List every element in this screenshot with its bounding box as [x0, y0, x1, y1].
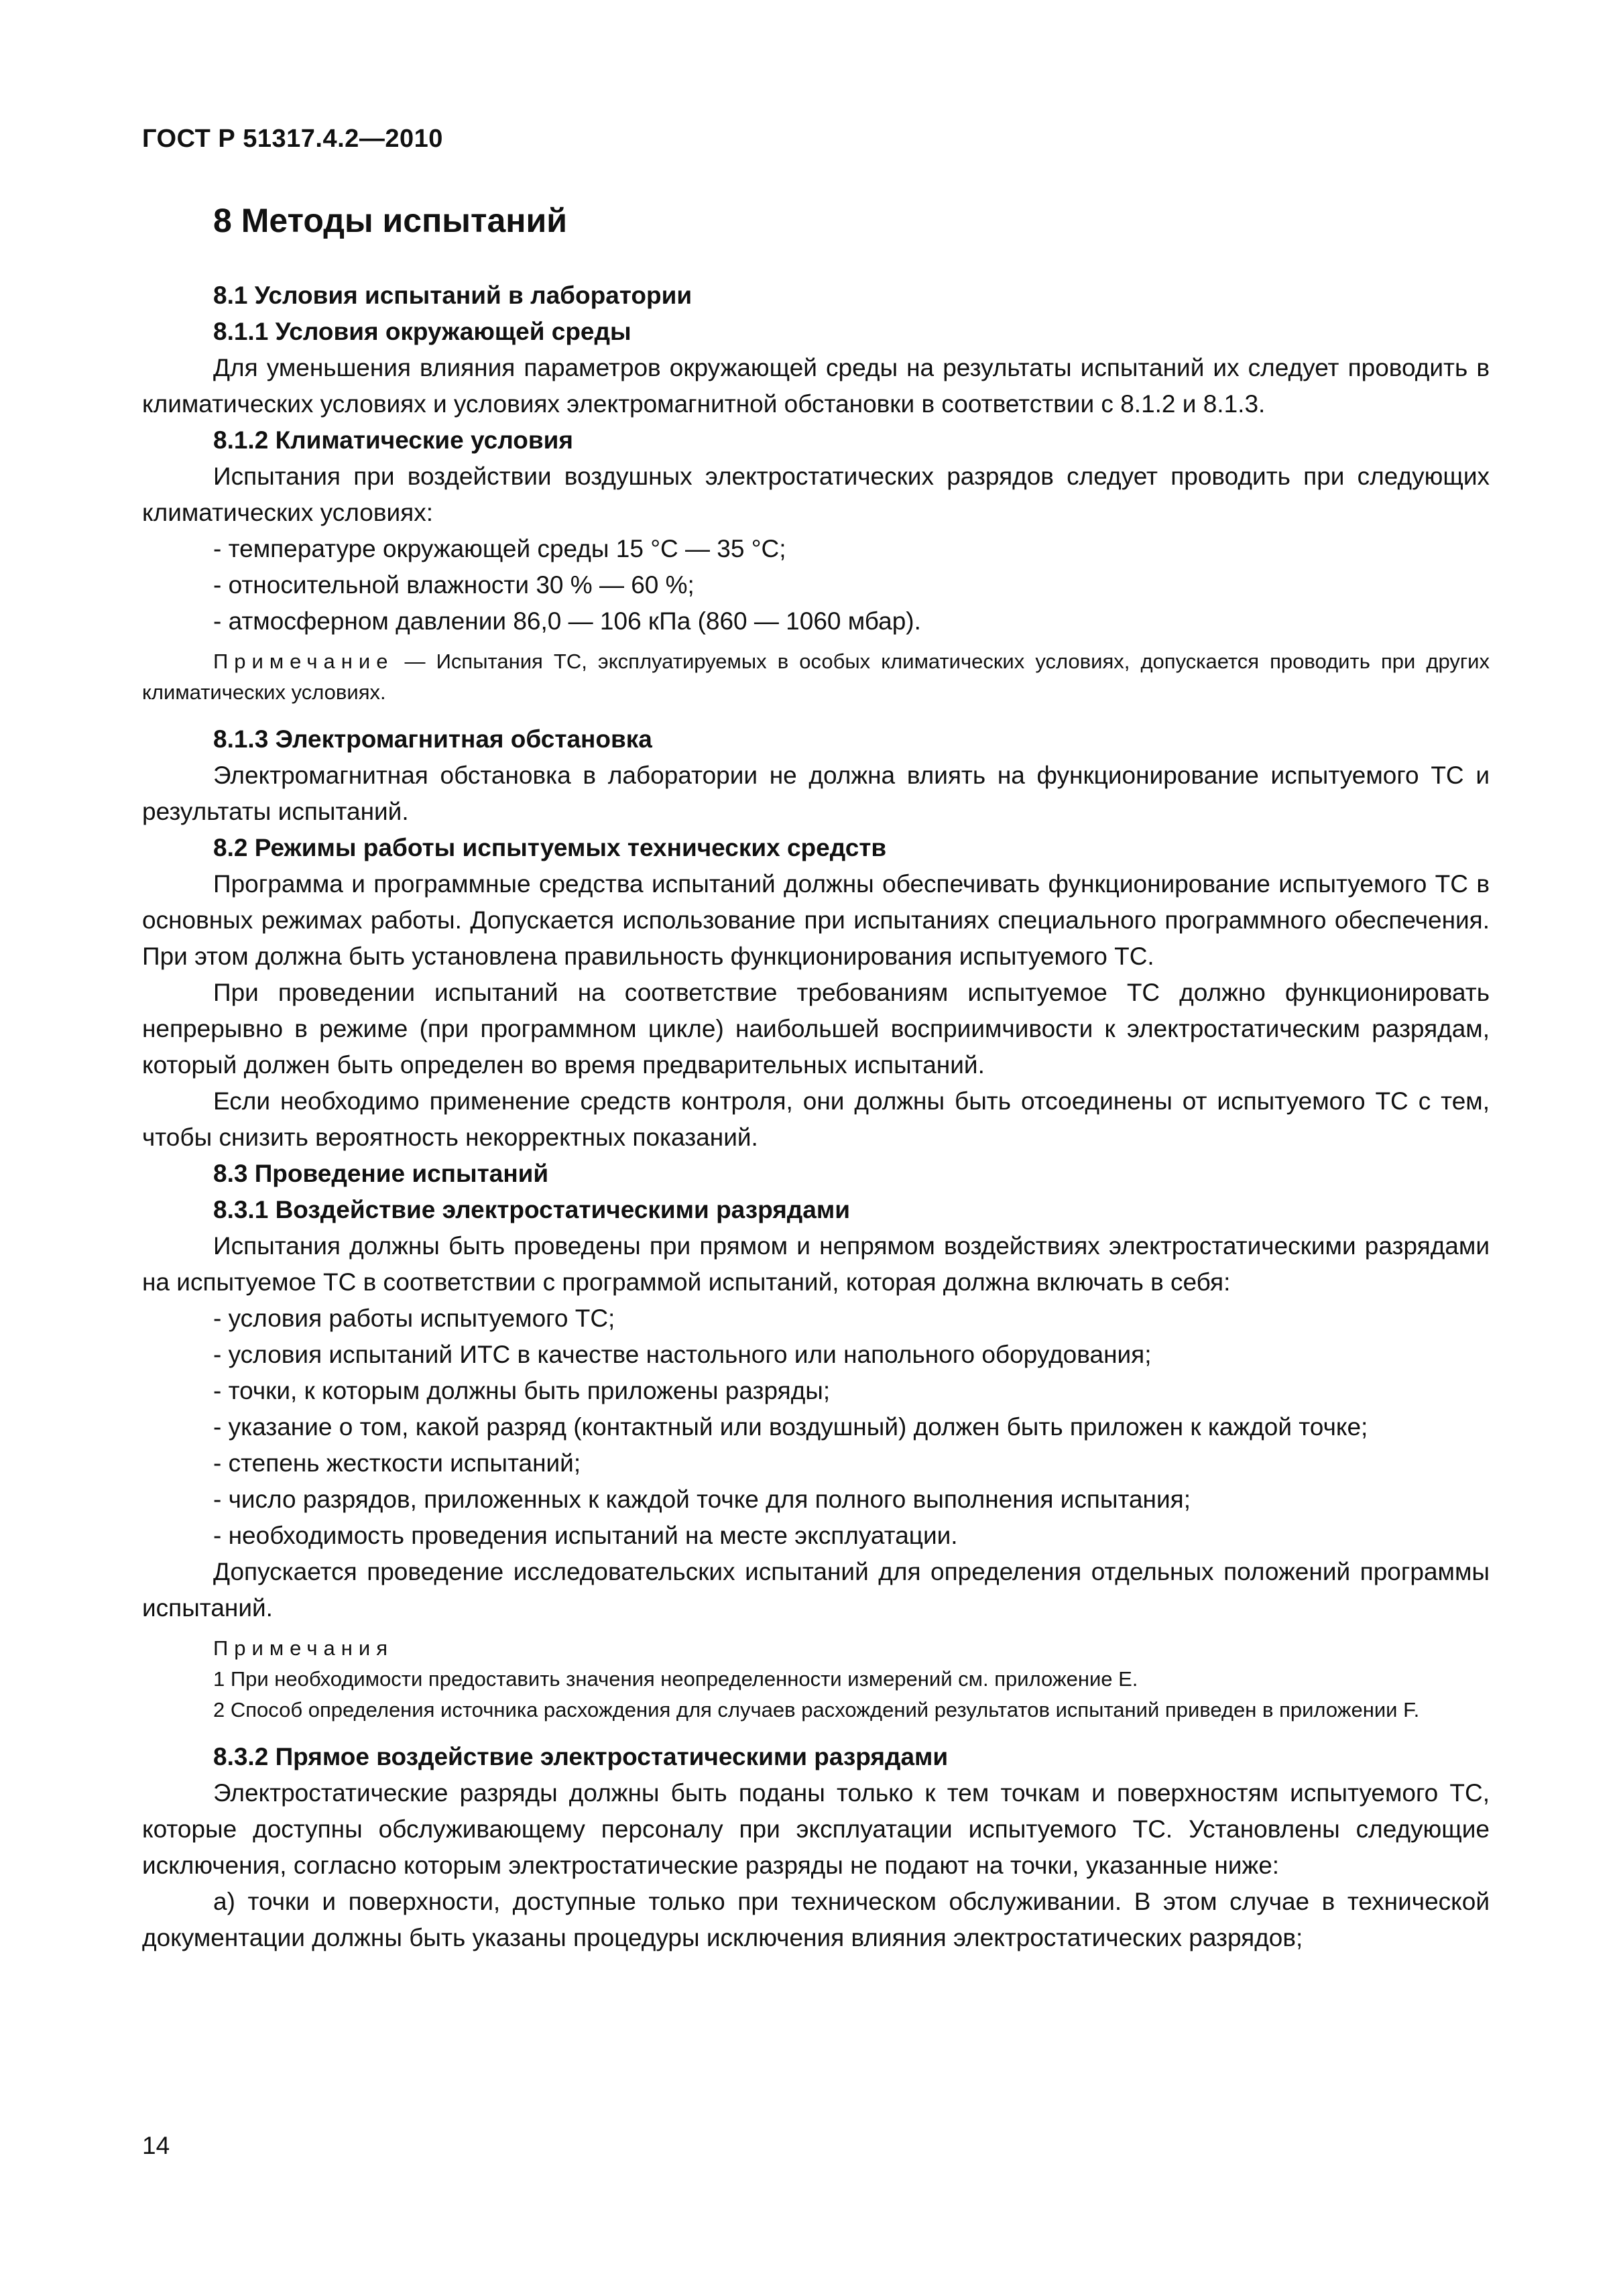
- list-item: - указание о том, какой разряд (контактный или воздушный) должен быть приложен к каждой точке;: [213, 1413, 1368, 1441]
- heading-8-3-1: 8.3.1 Воздействие электростатическими разрядами: [213, 1196, 850, 1223]
- heading-8-3: 8.3 Проведение испытаний: [213, 1160, 549, 1187]
- paragraph: Для уменьшения влияния параметров окружающей среды на результаты испытаний их следует проводить в климатических условиях и условиях электромагнитной обстановки в соответствии с 8.1.2 и 8.1.3.: [142, 354, 1490, 418]
- list-item: - условия испытаний ИТС в качестве настольного или напольного оборудования;: [213, 1341, 1152, 1368]
- note-paragraph: [142, 646, 1490, 708]
- list-item: - температуре окружающей среды 15 °С — 35 °С;: [213, 535, 786, 562]
- paragraph: Электростатические разряды должны быть поданы только к тем точкам и поверхностям испытуемого ТС, которые доступны обслуживающему персоналу при эксплуатации испытуемого ТС. Установлены следующие исключения, согласно которым электростатические разряды не подают на точки, указанные ниже:: [142, 1779, 1490, 1879]
- section-title: 8 Методы испытаний: [213, 202, 567, 239]
- page-number: 14: [142, 2132, 170, 2159]
- heading-8-1: 8.1 Условия испытаний в лаборатории: [213, 282, 693, 309]
- list-item: - условия работы испытуемого ТС;: [213, 1305, 615, 1332]
- list-item: - число разрядов, приложенных к каждой точке для полного выполнения испытания;: [213, 1486, 1191, 1513]
- note-label: Примечание: [213, 650, 394, 673]
- note-text: — Испытания ТС, эксплуатируемых в особых климатических условиях, допускается проводить при других климатических условиях.: [142, 650, 1490, 704]
- list-item: - степень жесткости испытаний;: [213, 1449, 581, 1477]
- heading-8-2: 8.2 Режимы работы испытуемых технических средств: [213, 834, 887, 861]
- note-item: 1 При необходимости предоставить значения неопределенности измерений см. приложение Е.: [213, 1667, 1138, 1691]
- notes-label: Примечания: [213, 1636, 394, 1660]
- heading-8-3-2: 8.3.2 Прямое воздействие электростатическими разрядами: [213, 1743, 949, 1770]
- heading-8-1-2: 8.1.2 Климатические условия: [213, 426, 573, 454]
- paragraph: а) точки и поверхности, доступные только при техническом обслуживании. В этом случае в технической документации должны быть указаны процедуры исключения влияния электростатических разрядов;: [142, 1888, 1490, 1951]
- paragraph: Программа и программные средства испытаний должны обеспечивать функционирование испытуемого ТС в основных режимах работы. Допускается использование при испытаниях специального программного обеспечения. При этом должна быть установлена правильность функционирования испытуемого ТС.: [142, 870, 1490, 970]
- list-item: - атмосферном давлении 86,0 — 106 кПа (860 — 1060 мбар).: [213, 607, 921, 635]
- paragraph: Электромагнитная обстановка в лаборатории не должна влиять на функционирование испытуемого ТС и результаты испытаний.: [142, 762, 1490, 825]
- list-item: - относительной влажности 30 % — 60 %;: [213, 571, 695, 599]
- list-item: - необходимость проведения испытаний на месте эксплуатации.: [213, 1522, 958, 1549]
- paragraph: Испытания при воздействии воздушных электростатических разрядов следует проводить при следующих климатических условиях:: [142, 463, 1490, 526]
- paragraph: Допускается проведение исследовательских испытаний для определения отдельных положений программы испытаний.: [142, 1558, 1490, 1622]
- document-header: ГОСТ Р 51317.4.2—2010: [142, 125, 443, 153]
- document-body: [142, 278, 1490, 1956]
- paragraph: При проведении испытаний на соответствие требованиям испытуемое ТС должно функционировать непрерывно в режиме (при программном цикле) наибольшей восприимчивости к электростатическим разрядам, который должен быть определен во время предварительных испытаний.: [142, 979, 1490, 1079]
- paragraph: Испытания должны быть проведены при прямом и непрямом воздействиях электростатическими разрядами на испытуемое ТС в соответствии с программой испытаний, которая должна включать в себя:: [142, 1232, 1490, 1296]
- list-item: - точки, к которым должны быть приложены разряды;: [213, 1377, 831, 1404]
- heading-8-1-3: 8.1.3 Электромагнитная обстановка: [213, 725, 652, 753]
- notes-block: [142, 1633, 1490, 1726]
- paragraph: Если необходимо применение средств контроля, они должны быть отсоединены от испытуемого ТС с тем, чтобы снизить вероятность некорректных показаний.: [142, 1087, 1490, 1151]
- note-item: 2 Способ определения источника расхождения для случаев расхождений результатов испытаний приведен в приложении F.: [213, 1698, 1420, 1721]
- heading-8-1-1: 8.1.1 Условия окружающей среды: [213, 318, 632, 345]
- note-block: [142, 646, 1490, 708]
